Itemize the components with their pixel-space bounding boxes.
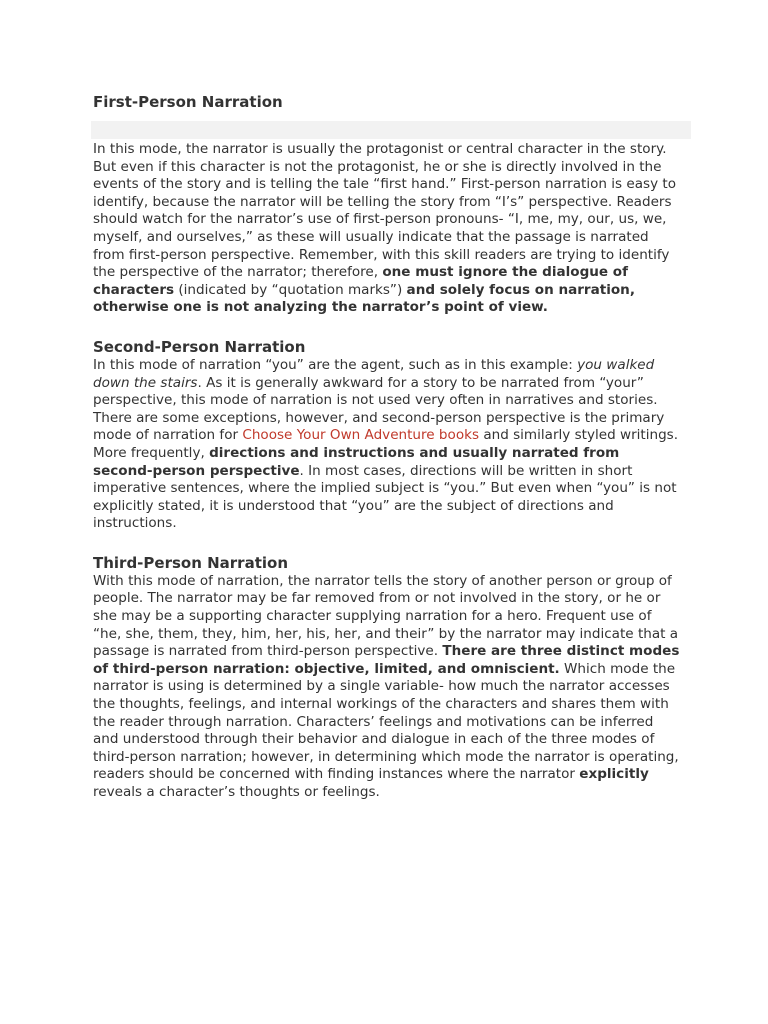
paragraph-third-person bbox=[93, 573, 683, 802]
document-page bbox=[93, 92, 683, 802]
paragraph-second-person bbox=[93, 357, 683, 533]
shaded-bar bbox=[91, 121, 691, 139]
text-run: . In most cases, directions will be written in short imperative sentences, where the implied subject is “you.” But even when “you” is not explicitly stated, it is understood that “you” are the subject of directions and instructions. bbox=[93, 462, 677, 532]
paragraph-first-person bbox=[93, 141, 683, 317]
text-run: In this mode of narration “you” are the agent, such as in this example: bbox=[93, 356, 578, 373]
section-second-person bbox=[93, 337, 683, 533]
bold-text: There are three distinct modes of third-person narration: objective, limited, and omniscient. bbox=[93, 643, 680, 677]
bold-text: and solely focus on narration, otherwise one is not analyzing the narrator’s point of view. bbox=[93, 281, 635, 316]
bold-text: directions and instructions and usually narrated from second-person perspective bbox=[93, 444, 620, 479]
text-run: reveals a character’s thoughts or feelings. bbox=[93, 784, 380, 800]
text-run: Which mode the narrator is using is determined by a single variable- how much the narrator accesses the thoughts, feelings, and internal workings of the characters and shares them with the reader through narration. Characters’ feelings and motivations can be inferred and understood through their behavior and dialogue in each of the three modes of third-person narration; however, in determining which mode the narrator is operating, readers should be concerned with finding instances where the narrator bbox=[93, 660, 679, 783]
text-run: With this mode of narration, the narrator tells the story of another person or group of people. The narrator may be far removed from or not involved in the story, or he or she may be a supporting character supplying narration for a hero. Frequent use of “he, she, them, they, him, her, his, her, and their” by the narrator may indicate that a passage is narrated from third-person perspective. bbox=[93, 572, 679, 660]
section-first-person bbox=[93, 92, 683, 317]
bold-text: explicitly bbox=[579, 766, 649, 783]
heading-third-person: Third-Person Narration bbox=[93, 553, 288, 572]
text-run: In this mode, the narrator is usually the protagonist or central character in the story. But even if this character is not the protagonist, he or she is directly involved in the events of the story and is telling the tale “first hand.” First-person narration is easy to identify, because the narrator will be telling the story from “I’s” perspective. Readers should watch for the narrator’s use of first-person pronouns- “I, me, my, our, us, we, myself, and ourselves,” as these will usually indicate that the passage is narrated from first-person perspective. Remember, with this skill readers are trying to identify the perspective of the narrator; therefore, bbox=[93, 141, 677, 281]
heading-first-person: First-Person Narration bbox=[93, 93, 283, 111]
text-run: . As it is generally awkward for a story to be narrated from “your” perspective, this mode of narration is not used very often in narratives and stories. There are some exceptions, however, and second-person perspective is the primary mode of narration for bbox=[93, 374, 665, 444]
bold-text: one must ignore the dialogue of characters bbox=[93, 264, 629, 298]
text-run: (indicated by “quotation marks”) bbox=[174, 281, 407, 298]
italic-text: you walked down the stairs bbox=[93, 356, 655, 391]
choose-your-own-adventure-link[interactable]: Choose Your Own Adventure books bbox=[242, 427, 480, 444]
text-run: and similarly styled writings. More frequently, bbox=[93, 427, 679, 461]
heading-second-person: Second-Person Narration bbox=[93, 337, 306, 356]
section-third-person bbox=[93, 553, 683, 802]
